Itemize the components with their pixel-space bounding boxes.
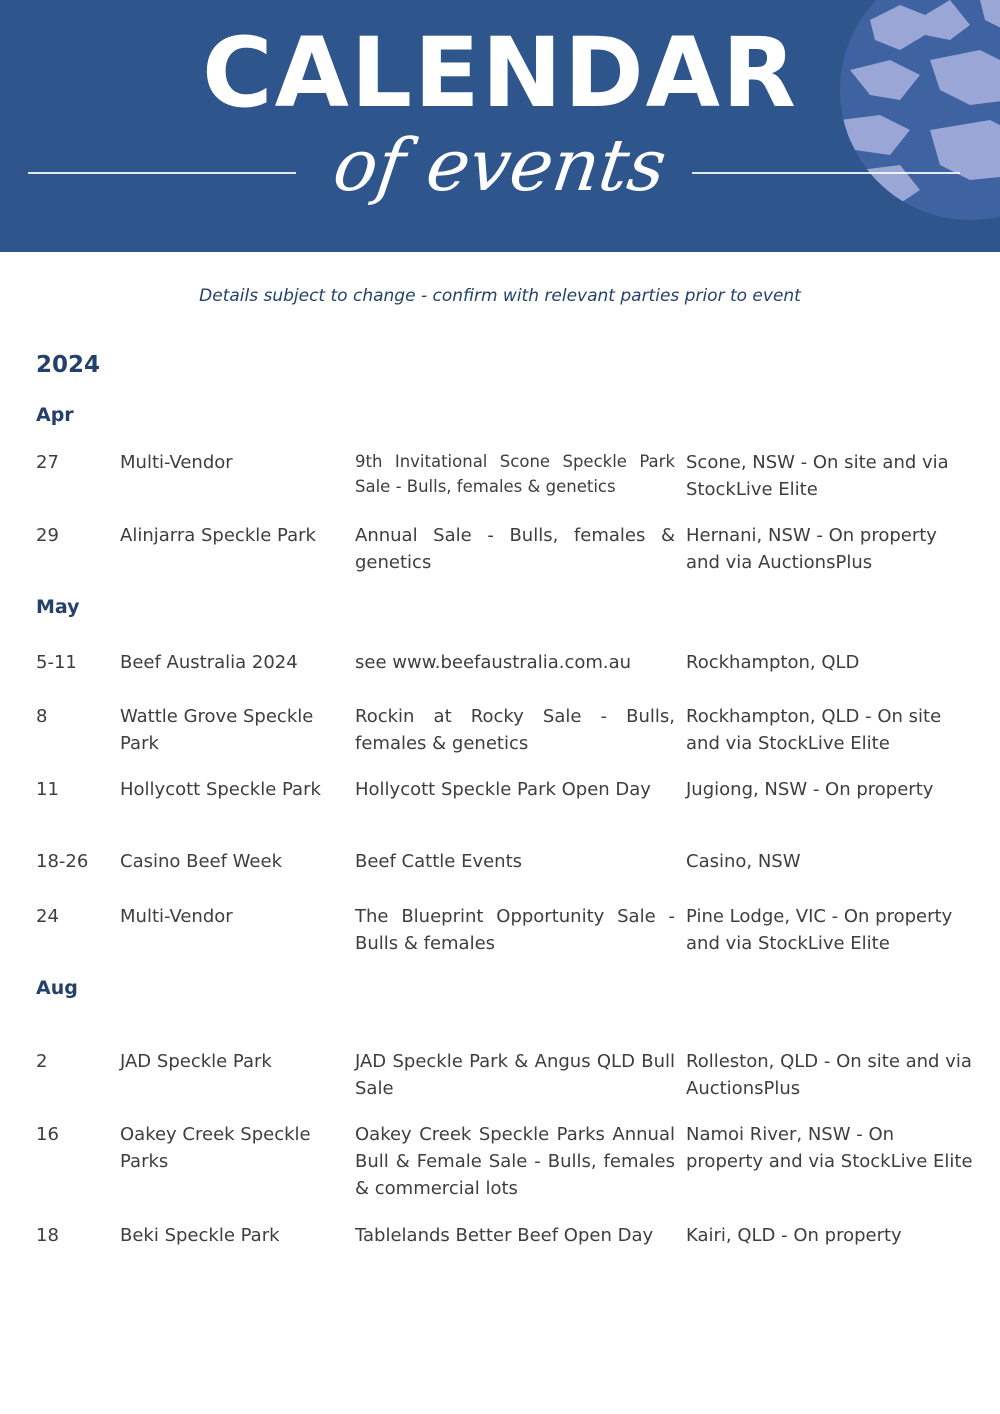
event-date: 11 — [36, 779, 59, 800]
year-heading: 2024 — [36, 352, 101, 378]
page-subtitle: of events — [328, 123, 672, 207]
event-description: Tablelands Better Beef Open Day — [355, 1225, 654, 1246]
event-date: 2 — [36, 1051, 48, 1072]
event-location: Hernani, NSW - On property and via AuctionsPlus — [686, 525, 937, 573]
event-description: Oakey Creek Speckle Parks Annual Bull & Female Sale - Bulls, females & commercial lots — [355, 1124, 675, 1199]
month-heading-apr: Apr — [36, 404, 74, 426]
event-vendor: Casino Beef Week — [120, 851, 282, 872]
event-date: 5-11 — [36, 652, 77, 673]
event-description: The Blueprint Opportunity Sale - Bulls & females — [355, 906, 675, 954]
event-description: Rockin at Rocky Sale - Bulls, females & genetics — [355, 706, 675, 754]
event-description: Annual Sale - Bulls, females & genetics — [355, 525, 675, 573]
event-date: 8 — [36, 706, 48, 727]
event-location: Scone, NSW - On site and via StockLive Elite — [686, 452, 949, 500]
event-vendor: Wattle Grove Speckle Park — [120, 706, 314, 754]
event-date: 27 — [36, 452, 59, 473]
event-vendor: Alinjarra Speckle Park — [120, 525, 316, 546]
event-date: 16 — [36, 1124, 59, 1145]
event-description: 9th Invitational Scone Speckle Park Sale - Bulls, females & genetics — [355, 452, 675, 496]
month-heading-may: May — [36, 596, 80, 618]
event-location: Rolleston, QLD - On site and via AuctionsPlus — [686, 1051, 972, 1099]
event-vendor: Multi-Vendor — [120, 452, 233, 473]
event-date: 18 — [36, 1225, 59, 1246]
header-banner — [0, 0, 1000, 252]
month-heading-aug: Aug — [36, 977, 78, 999]
event-vendor: JAD Speckle Park — [120, 1051, 272, 1072]
event-description: JAD Speckle Park & Angus QLD Bull Sale — [355, 1051, 675, 1099]
event-description: Beef Cattle Events — [355, 851, 523, 872]
event-location: Namoi River, NSW - On property and via StockLive Elite — [686, 1124, 973, 1172]
event-location: Kairi, QLD - On property — [686, 1225, 902, 1246]
event-vendor: Hollycott Speckle Park — [120, 779, 321, 800]
event-location: Jugiong, NSW - On property — [686, 779, 934, 800]
event-vendor: Multi-Vendor — [120, 906, 233, 927]
event-location: Casino, NSW — [686, 851, 801, 872]
event-description: Hollycott Speckle Park Open Day — [355, 779, 651, 800]
event-date: 24 — [36, 906, 59, 927]
event-vendor: Beef Australia 2024 — [120, 652, 298, 673]
event-vendor: Oakey Creek Speckle Parks — [120, 1124, 311, 1172]
event-date: 18-26 — [36, 851, 89, 872]
event-vendor: Beki Speckle Park — [120, 1225, 280, 1246]
event-location: Rockhampton, QLD — [686, 652, 860, 673]
event-location: Rockhampton, QLD - On site and via StockLive Elite — [686, 706, 942, 754]
disclaimer-notice: Details subject to change - confirm with relevant parties prior to event — [199, 286, 801, 306]
event-date: 29 — [36, 525, 59, 546]
event-description: see www.beefaustralia.com.au — [355, 652, 632, 673]
event-location: Pine Lodge, VIC - On property and via StockLive Elite — [686, 906, 953, 954]
page-title: CALENDAR — [202, 17, 798, 129]
